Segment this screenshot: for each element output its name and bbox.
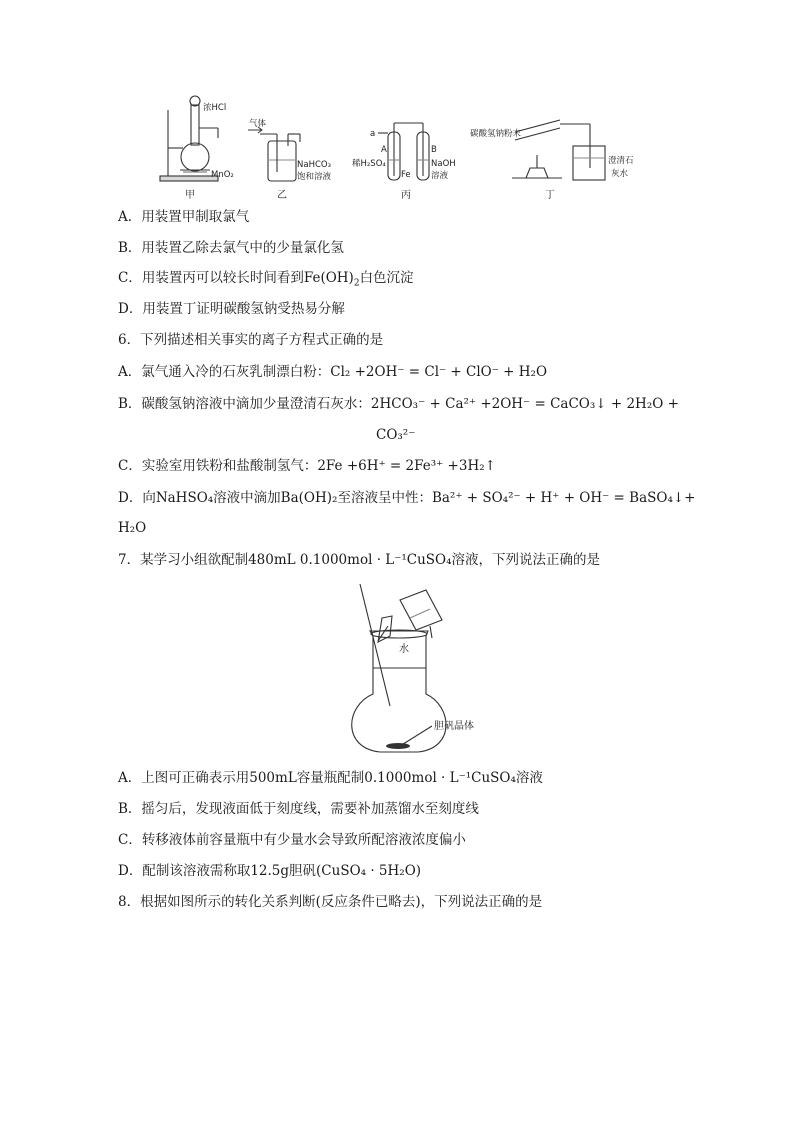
q5-option-a: A．用装置甲制取氯气 bbox=[118, 209, 250, 225]
q5-option-d: D．用装置丁证明碳酸氢钠受热易分解 bbox=[118, 301, 345, 317]
label-powder: 碳酸氢钠粉末 bbox=[470, 129, 522, 139]
caption-yi: 乙 bbox=[277, 190, 287, 201]
label-gas: 气体 bbox=[249, 119, 267, 129]
label-naoh: NaOH bbox=[431, 159, 456, 169]
q7-option-a: A．上图可正确表示用500mL容量瓶配制0.1000mol · L⁻¹CuSO₄溶液 bbox=[118, 770, 543, 786]
q5-option-c-sub: 2 bbox=[353, 278, 360, 289]
label-fe: Fe bbox=[401, 170, 411, 180]
q7-stem: 7．某学习小组欲配制480mL 0.1000mol · L⁻¹CuSO₄溶液，下列说法正确的是 bbox=[118, 552, 601, 568]
label-a: a bbox=[370, 129, 376, 139]
label-saturated: 饱和溶液 bbox=[297, 172, 332, 182]
caption-jia: 甲 bbox=[185, 190, 195, 201]
caption-ding: 丁 bbox=[545, 190, 555, 201]
caption-bing: 丙 bbox=[401, 190, 411, 201]
apparatus-figure bbox=[0, 0, 794, 205]
q5-option-b: B．用装置乙除去氯气中的少量氯化氢 bbox=[118, 240, 344, 256]
q6-option-c: C．实验室用铁粉和盐酸制氢气：2Fe +6H⁺ = 2Fe³⁺ +3H₂↑ bbox=[118, 458, 496, 474]
q6-option-d-cont: H₂O bbox=[118, 520, 147, 536]
q7-option-b: B．摇匀后，发现液面低于刻度线，需要补加蒸馏水至刻度线 bbox=[118, 801, 479, 817]
apparatus-yi bbox=[248, 127, 300, 181]
q7-option-d: D．配制该溶液需称取12.5g胆矾(CuSO₄ · 5H₂O) bbox=[118, 863, 422, 879]
label-solution: 溶液 bbox=[431, 171, 449, 181]
q5-option-c-post: 白色沉淀 bbox=[359, 270, 414, 286]
q6-option-b: B．碳酸氢钠溶液中滴加少量澄清石灰水：2HCO₃⁻ + Ca²⁺ +2OH⁻ = CaCO₃↓ + 2H₂O + bbox=[118, 396, 679, 412]
label-nahco3: NaHCO₃ bbox=[297, 160, 331, 170]
q6-stem: 6．下列描述相关事实的离子方程式正确的是 bbox=[118, 332, 384, 348]
q5-option-c bbox=[118, 269, 414, 287]
label-A: A bbox=[381, 145, 387, 155]
label-lime2: 灰水 bbox=[611, 169, 629, 179]
label-hcl: 浓HCl bbox=[203, 103, 227, 113]
q5-option-c-pre: C．用装置丙可以较长时间看到Fe(OH) bbox=[118, 270, 354, 286]
volumetric-flask-figure bbox=[330, 576, 510, 756]
q6-option-d: D．向NaHSO₄溶液中滴加Ba(OH)₂至溶液呈中性：Ba²⁺ + SO₄²⁻ + H⁺ + OH⁻ = BaSO₄↓+ bbox=[118, 490, 696, 506]
q6-option-b-cont: CO₃²⁻ bbox=[376, 427, 416, 443]
apparatus-ding bbox=[512, 120, 605, 180]
q6-option-a: A．氯气通入冷的石灰乳制漂白粉：Cl₂ +2OH⁻ = Cl⁻ + ClO⁻ + H₂O bbox=[118, 364, 548, 380]
label-lime1: 澄清石 bbox=[608, 156, 634, 166]
q7-option-c: C．转移液体前容量瓶中有少量水会导致所配溶液浓度偏小 bbox=[118, 832, 466, 848]
q8-stem: 8．根据如图所示的转化关系判断(反应条件已略去)，下列说法正确的是 bbox=[118, 894, 543, 910]
label-acid: 稀H₂SO₄ bbox=[352, 159, 386, 169]
label-crystal: 胆矾晶体 bbox=[434, 721, 474, 732]
label-B: B bbox=[431, 145, 437, 155]
label-water: 水 bbox=[399, 644, 409, 655]
label-mno2: MnO₂ bbox=[211, 170, 234, 180]
